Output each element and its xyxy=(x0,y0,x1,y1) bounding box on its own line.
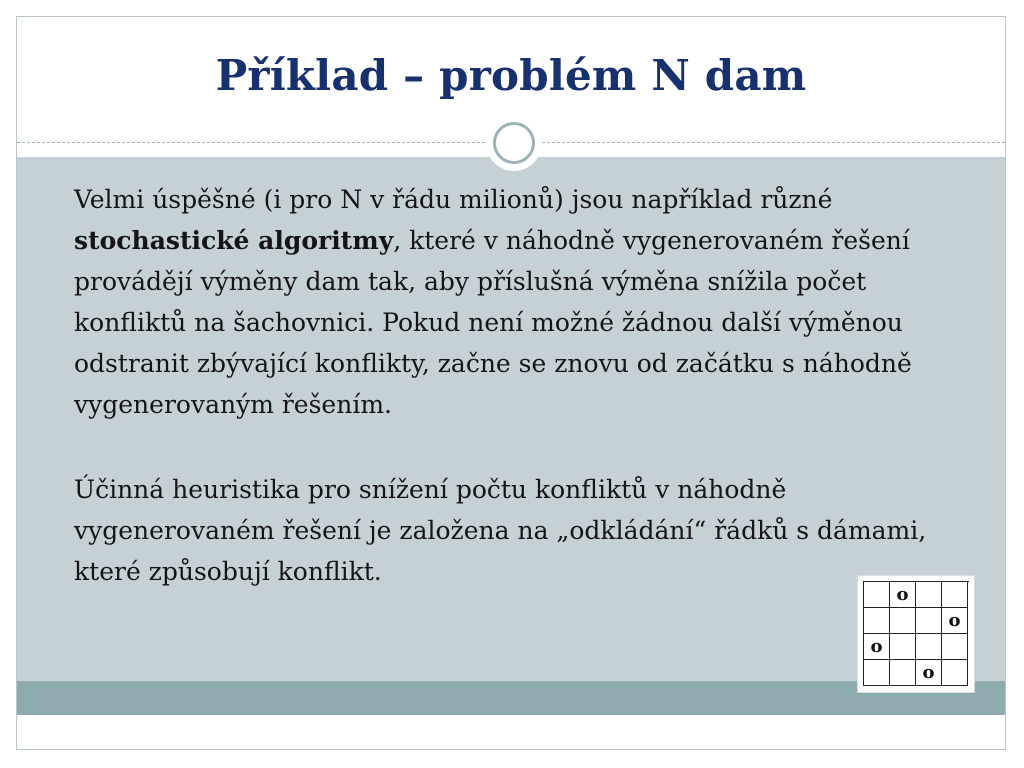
board-cell-queen: o xyxy=(890,582,916,608)
board-cell xyxy=(942,634,968,660)
board-cell xyxy=(890,660,916,686)
board-cell xyxy=(916,634,942,660)
circle-ornament-icon xyxy=(486,115,542,171)
chessboard-grid xyxy=(863,581,969,686)
slide-title: Příklad – problém N dam xyxy=(215,51,807,100)
bold-term: stochastické algoritmy xyxy=(74,226,394,255)
board-cell-queen: o xyxy=(864,634,890,660)
paragraph-stochastic xyxy=(74,179,986,425)
board-cell xyxy=(864,608,890,634)
paragraph-1-rest: , které v náhodně vygenerovaném řešení provádějí výměny dam tak, aby příslušná výměna snížila počet konfliktů na šachovnici. Pokud není možné žádnou další výměnou odstranit zbývající konflikty, začne se znovu od začátku s náhodně vygenerovaným řešením. xyxy=(74,226,912,419)
paragraph-2-text: Účinná heuristika pro snížení počtu konfliktů v náhodně vygenerovaném řešení je založena na „odkládání“ řádků s dámami, které způsobují konflikt. xyxy=(74,475,927,586)
slide xyxy=(16,16,1006,750)
board-cell xyxy=(942,582,968,608)
board-cell xyxy=(864,582,890,608)
board-cell xyxy=(864,660,890,686)
board-cell xyxy=(942,660,968,686)
board-cell-queen: o xyxy=(916,660,942,686)
board-cell xyxy=(916,582,942,608)
paragraph-1-line-1: Velmi úspěšné (i pro N v řádu milionů) jsou například různé xyxy=(74,185,833,214)
board-cell-queen: o xyxy=(942,608,968,634)
circle-ornament-ring xyxy=(493,122,535,164)
paragraph-heuristic xyxy=(74,469,986,592)
board-cell xyxy=(890,634,916,660)
board-cell xyxy=(916,608,942,634)
chessboard-diagram xyxy=(857,575,975,693)
body-text xyxy=(74,179,986,636)
board-cell xyxy=(890,608,916,634)
